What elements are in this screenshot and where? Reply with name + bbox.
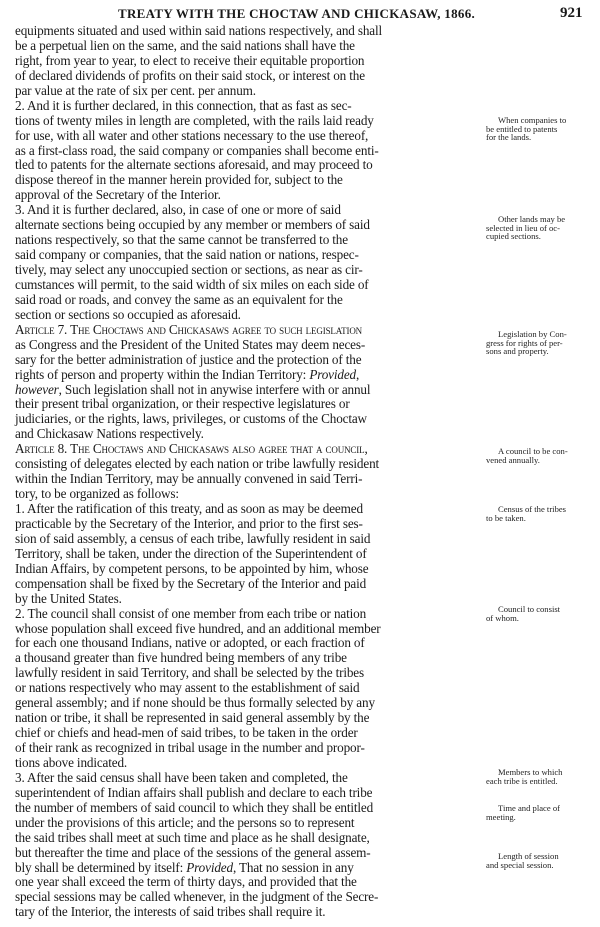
clause-2-start: 2. The council shall consist of one member from each tribe or nation [15,605,367,621]
text-line: said road or roads, and convey the same as an equivalent for the [15,291,343,307]
text-line: tions above indicated. [15,754,128,770]
marginal-note-line: meeting. [486,811,516,822]
text-line: lawfully resident in said Territory, and shall be selected by the tribes [15,665,364,681]
marginal-note-line: to be taken. [486,512,526,523]
text-line: consisting of delegates elected by each nation or tribe lawfully resident [15,456,380,472]
text-line: tled to patents for the alternate sections aforesaid, and may proceed to [15,157,373,173]
running-title: TREATY WITH THE CHOCTAW AND CHICKASAW, 1866. [118,6,476,21]
text-line: tory, to be organized as follows: [15,486,179,502]
text-line: and Chickasaw Nations respectively. [15,426,204,442]
marginal-note-line: vened annually. [486,454,540,465]
text-line: under the provisions of this article; and the persons so to represent [15,814,355,830]
section-2-start: 2. And it is further declared, in this connection, that as fast as sec- [15,97,352,113]
text-line: general assembly; and if none should be thus formally selected by any [15,695,375,711]
text-line: a thousand greater than five hundred being members of any tribe [15,650,347,666]
text-line: for use, with all water and other stations necessary to the use thereof, [15,127,369,143]
marginal-note-line: Legislation by Con- [498,329,567,339]
marginal-note-line: Other lands may be [498,214,566,224]
text-line: compensation shall be fixed by the Secretary of the Interior and paid [15,575,367,591]
text-line: the number of members of said council to which they shall be entitled [15,799,374,815]
marginal-note-council-consist [486,605,596,622]
text-line: nation or tribe, it shall be represented in said general assembly by the [15,710,370,726]
text-line: their present tribal organization, or their respective legislatures or [15,396,350,412]
text-line: however, Such legislation shall not in anywise interfere with or annul [15,381,371,397]
marginal-note-other-lands [486,215,596,241]
marginal-note-time-place [486,804,596,821]
text-line: sary for the better administration of justice and the protection of the [15,351,362,367]
text-line: of their rank as recognized in tribal usage in the number and propor- [15,740,365,755]
text-line: par value at the rate of six per cent. per annum. [15,82,256,98]
text-line: sion of said assembly, a census of each tribe, lawfully resident in said [15,530,371,546]
text-line: as Congress and the President of the United States may deem neces- [15,336,366,352]
marginal-note-line: When companies to [498,115,567,125]
text-line: section or sections so occupied as aforesaid. [15,306,241,322]
text-line: approval of the Secretary of the Interior. [15,187,221,203]
marginal-note-line: Members to which [498,767,563,777]
text-line: superintendent of Indian affairs shall publish and declare to each tribe [15,784,373,800]
text-line: bly shall be determined by itself: Provided, That no session in any [15,859,354,875]
marginal-note-line: selected in lieu of oc- [486,222,560,233]
text-line: rights of person and property within the Indian Territory: Provided, [15,366,360,382]
text-line: right, from year to year, to elect to receive their equitable proportion [15,52,365,68]
marginal-note-line: A council to be con- [498,446,568,456]
text-line: judiciaries, or the rights, laws, privileges, or customs of the Choctaw [15,411,367,427]
text-line: tary of the Interior, the interests of said tribes shall require it. [15,904,326,920]
section-3-start: 3. And it is further declared, also, in case of one or more of said [15,202,341,218]
marginal-note-line: Time and place of [498,803,560,813]
clause-3-start: 3. After the said census shall have been taken and completed, the [15,769,348,785]
marginal-note-session-length [486,852,596,869]
text-line: chief or chiefs and head-men of said tribes, to be taken in the order [15,725,358,741]
text-line: within the Indian Territory, may be annually convened in said Terri- [15,471,363,487]
marginal-note-council [486,447,596,464]
text-line: the said tribes shall meet at such time and place as he shall designate, [15,829,370,845]
marginal-note-line: Census of the tribes [498,504,567,514]
text-line: tively, may select any unoccupied section or sections, as near as cir- [15,262,363,277]
text-line: be a perpetual lien on the same, and the said nations shall have the [15,37,355,53]
marginal-note-line: and special session. [486,859,554,870]
text-line: or nations respectively who may assent to the establishment of said [15,680,360,696]
text-line: alternate sections being occupied by any member or members of said [15,217,370,233]
marginal-note-members [486,768,596,785]
marginal-note-line: cupied sections. [486,231,541,242]
text-line: whose population shall exceed five hundred, and an additional member [15,620,381,636]
text-line: Territory, shall be taken, under the direction of the Superintendent of [15,545,367,561]
page-number: 921 [560,5,583,21]
marginal-note-patents [486,116,596,142]
marginal-note-line: of whom. [486,612,519,623]
treaty-body-text [15,24,485,920]
text-line: nations respectively, so that the same cannot be transferred to the [15,232,348,248]
text-line: equipments situated and used within said nations respectively, and shall [15,23,383,38]
marginal-note-line: Length of session [498,851,559,861]
article-8-start: Article 8. The Choctaws and Chickasaws also agree that a council, [15,441,368,457]
marginal-note-line: Council to consist [498,604,561,614]
marginal-note-census [486,505,596,522]
marginal-note-line: be entitled to patents [486,123,558,134]
text-line: cumstances will permit, to the said width of six miles on each side of [15,276,369,292]
text-line: tions of twenty miles in length are completed, with the rails laid ready [15,112,374,128]
text-line: as a first-class road, the said company or companies shall become enti- [15,142,379,158]
text-line: said company or companies, that the said nation or nations, respec- [15,247,359,263]
text-line: practicable by the Secretary of the Interior, and prior to the first ses- [15,515,363,531]
text-line: of declared dividends of profits on their said stock, or interest on the [15,67,365,83]
text-line: dispose thereof in the manner herein provided for, subject to the [15,172,343,188]
text-line: one year shall exceed the term of thirty days, and provided that the [15,874,357,890]
article-7-start: Article 7. The Choctaws and Chickasaws agree to such legislation [15,321,363,337]
text-line: by the United States. [15,590,122,606]
text-line: Indian Affairs, by competent persons, to be appointed by him, whose [15,560,369,576]
clause-1-start: 1. After the ratification of this treaty, and as soon as may be deemed [15,501,363,516]
marginal-note-legislation [486,330,596,356]
marginal-note-line: for the lands. [486,132,532,143]
marginal-note-line: sons and property. [486,346,549,357]
text-line: but thereafter the time and place of the sessions of the general assem- [15,844,371,860]
marginal-note-line: gress for rights of per- [486,337,563,348]
marginal-note-line: each tribe is entitled. [486,775,558,786]
text-line: special sessions may be called whenever, in the judgment of the Secre- [15,889,379,905]
text-line: for each one thousand Indians, native or adopted, or each fraction of [15,635,365,651]
